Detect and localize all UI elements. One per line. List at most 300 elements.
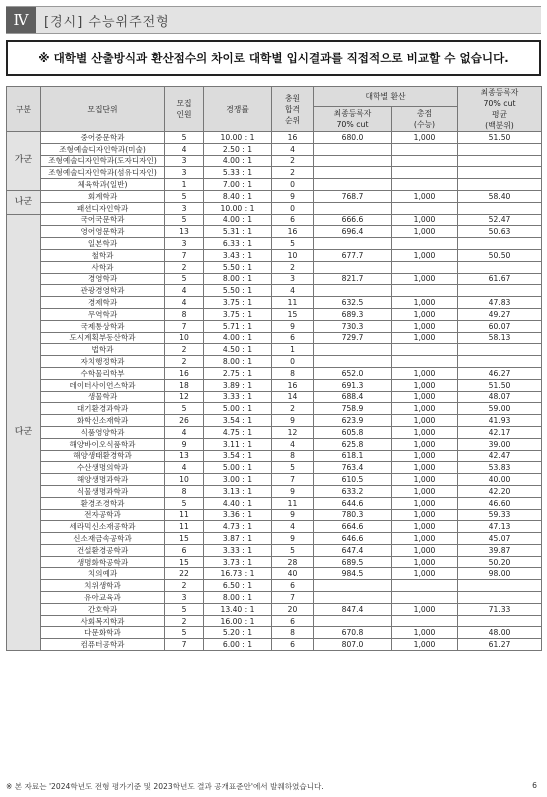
unit-cell: 조형예술디자인학과(미술) bbox=[41, 143, 165, 155]
table-row bbox=[7, 367, 542, 379]
header-total-line2: (수능) bbox=[413, 119, 436, 129]
score-cell: 610.5 bbox=[314, 474, 392, 486]
average-cell bbox=[458, 179, 542, 191]
section-header bbox=[6, 6, 541, 34]
total-cell: 1,000 bbox=[392, 603, 458, 615]
category-cell: 나군 bbox=[7, 190, 41, 214]
average-cell: 58.13 bbox=[458, 332, 542, 344]
rank-cell: 28 bbox=[272, 556, 314, 568]
ratio-cell: 4.40 : 1 bbox=[204, 497, 272, 509]
header-conversion-group: 대학별 환산 bbox=[314, 87, 458, 107]
header-quota-line1: 모집 bbox=[176, 99, 192, 108]
header-quota bbox=[165, 87, 204, 132]
ratio-cell: 6.00 : 1 bbox=[204, 639, 272, 651]
unit-cell: 데이터사이언스학과 bbox=[41, 379, 165, 391]
score-cell bbox=[314, 143, 392, 155]
unit-cell: 해양생명과학과 bbox=[41, 474, 165, 486]
total-cell: 1,000 bbox=[392, 556, 458, 568]
ratio-cell: 4.00 : 1 bbox=[204, 214, 272, 226]
quota-cell: 15 bbox=[165, 556, 204, 568]
ratio-cell: 13.40 : 1 bbox=[204, 603, 272, 615]
unit-cell: 신소재금속공학과 bbox=[41, 533, 165, 545]
score-cell: 670.8 bbox=[314, 627, 392, 639]
ratio-cell: 7.00 : 1 bbox=[204, 179, 272, 191]
total-cell: 1,000 bbox=[392, 214, 458, 226]
quota-cell: 6 bbox=[165, 544, 204, 556]
unit-cell: 도시계획부동산학과 bbox=[41, 332, 165, 344]
average-cell bbox=[458, 615, 542, 627]
unit-cell: 식품영양학과 bbox=[41, 426, 165, 438]
score-cell: 605.8 bbox=[314, 426, 392, 438]
total-cell: 1,000 bbox=[392, 497, 458, 509]
score-cell bbox=[314, 580, 392, 592]
rank-cell: 7 bbox=[272, 474, 314, 486]
score-cell bbox=[314, 155, 392, 167]
average-cell bbox=[458, 143, 542, 155]
average-cell: 71.33 bbox=[458, 603, 542, 615]
rank-cell: 5 bbox=[272, 238, 314, 250]
rank-cell: 4 bbox=[272, 143, 314, 155]
unit-cell: 전자공학과 bbox=[41, 509, 165, 521]
unit-cell: 건설환경공학과 bbox=[41, 544, 165, 556]
quota-cell: 9 bbox=[165, 438, 204, 450]
quota-cell: 11 bbox=[165, 521, 204, 533]
unit-cell: 회계학과 bbox=[41, 190, 165, 202]
unit-cell: 수학물리학부 bbox=[41, 367, 165, 379]
ratio-cell: 6.33 : 1 bbox=[204, 238, 272, 250]
average-cell: 41.93 bbox=[458, 415, 542, 427]
ratio-cell: 8.00 : 1 bbox=[204, 356, 272, 368]
header-final-line1: 최종등록자 bbox=[333, 108, 372, 118]
quota-cell: 3 bbox=[165, 155, 204, 167]
total-cell: 1,000 bbox=[392, 132, 458, 144]
total-cell: 1,000 bbox=[392, 474, 458, 486]
score-cell: 807.0 bbox=[314, 639, 392, 651]
table-row bbox=[7, 308, 542, 320]
average-cell: 42.17 bbox=[458, 426, 542, 438]
header-final-70cut bbox=[314, 106, 392, 131]
rank-cell: 2 bbox=[272, 155, 314, 167]
table-row bbox=[7, 214, 542, 226]
unit-cell: 경영학과 bbox=[41, 273, 165, 285]
quota-cell: 10 bbox=[165, 332, 204, 344]
unit-cell: 치위생학과 bbox=[41, 580, 165, 592]
quota-cell: 4 bbox=[165, 285, 204, 297]
table-row bbox=[7, 462, 542, 474]
table-row bbox=[7, 332, 542, 344]
ratio-cell: 5.00 : 1 bbox=[204, 462, 272, 474]
rank-cell: 15 bbox=[272, 308, 314, 320]
score-cell: 688.4 bbox=[314, 391, 392, 403]
rank-cell: 7 bbox=[272, 592, 314, 604]
ratio-cell: 8.00 : 1 bbox=[204, 592, 272, 604]
header-total bbox=[392, 106, 458, 131]
score-cell: 625.8 bbox=[314, 438, 392, 450]
unit-cell: 자치행정학과 bbox=[41, 356, 165, 368]
unit-cell: 다문화학과 bbox=[41, 627, 165, 639]
total-cell bbox=[392, 167, 458, 179]
table-row bbox=[7, 238, 542, 250]
quota-cell: 16 bbox=[165, 367, 204, 379]
ratio-cell: 10.00 : 1 bbox=[204, 202, 272, 214]
total-cell bbox=[392, 143, 458, 155]
ratio-cell: 5.33 : 1 bbox=[204, 167, 272, 179]
total-cell: 1,000 bbox=[392, 403, 458, 415]
rank-cell: 2 bbox=[272, 167, 314, 179]
unit-cell: 영어영문학과 bbox=[41, 226, 165, 238]
header-waitlist-line2: 합격 bbox=[284, 104, 301, 114]
score-cell bbox=[314, 179, 392, 191]
average-cell bbox=[458, 261, 542, 273]
average-cell: 49.27 bbox=[458, 308, 542, 320]
quota-cell: 5 bbox=[165, 603, 204, 615]
unit-cell: 화학신소재학과 bbox=[41, 415, 165, 427]
header-waitlist bbox=[272, 87, 314, 132]
score-cell bbox=[314, 167, 392, 179]
rank-cell: 9 bbox=[272, 509, 314, 521]
ratio-cell: 3.11 : 1 bbox=[204, 438, 272, 450]
total-cell bbox=[392, 615, 458, 627]
score-cell: 730.3 bbox=[314, 320, 392, 332]
score-cell: 821.7 bbox=[314, 273, 392, 285]
table-row bbox=[7, 261, 542, 273]
score-cell: 758.9 bbox=[314, 403, 392, 415]
ratio-cell: 3.36 : 1 bbox=[204, 509, 272, 521]
score-cell bbox=[314, 356, 392, 368]
rank-cell: 11 bbox=[272, 497, 314, 509]
ratio-cell: 5.31 : 1 bbox=[204, 226, 272, 238]
rank-cell: 9 bbox=[272, 190, 314, 202]
average-cell: 40.00 bbox=[458, 474, 542, 486]
table-row bbox=[7, 474, 542, 486]
unit-cell: 사학과 bbox=[41, 261, 165, 273]
unit-cell: 패션디자인학과 bbox=[41, 202, 165, 214]
table-row bbox=[7, 438, 542, 450]
quota-cell: 5 bbox=[165, 627, 204, 639]
ratio-cell: 4.00 : 1 bbox=[204, 332, 272, 344]
score-cell: 632.5 bbox=[314, 297, 392, 309]
rank-cell: 20 bbox=[272, 603, 314, 615]
table-row bbox=[7, 639, 542, 651]
rank-cell: 1 bbox=[272, 344, 314, 356]
score-cell: 763.4 bbox=[314, 462, 392, 474]
average-cell: 52.47 bbox=[458, 214, 542, 226]
total-cell: 1,000 bbox=[392, 379, 458, 391]
total-cell bbox=[392, 155, 458, 167]
unit-cell: 철학과 bbox=[41, 249, 165, 261]
average-cell: 51.50 bbox=[458, 379, 542, 391]
page-number: 6 bbox=[532, 781, 537, 790]
rank-cell: 2 bbox=[272, 403, 314, 415]
average-cell bbox=[458, 592, 542, 604]
unit-cell: 치의예과 bbox=[41, 568, 165, 580]
ratio-cell: 3.33 : 1 bbox=[204, 391, 272, 403]
score-cell: 618.1 bbox=[314, 450, 392, 462]
table-row bbox=[7, 379, 542, 391]
rank-cell: 8 bbox=[272, 367, 314, 379]
unit-cell: 조형예술디자인학과(섬유디자인) bbox=[41, 167, 165, 179]
total-cell: 1,000 bbox=[392, 426, 458, 438]
total-cell: 1,000 bbox=[392, 533, 458, 545]
quota-cell: 12 bbox=[165, 391, 204, 403]
table-row bbox=[7, 179, 542, 191]
score-cell bbox=[314, 261, 392, 273]
total-cell bbox=[392, 179, 458, 191]
table-row bbox=[7, 356, 542, 368]
score-cell: 691.3 bbox=[314, 379, 392, 391]
rank-cell: 0 bbox=[272, 356, 314, 368]
quota-cell: 5 bbox=[165, 273, 204, 285]
ratio-cell: 3.00 : 1 bbox=[204, 474, 272, 486]
rank-cell: 12 bbox=[272, 426, 314, 438]
total-cell: 1,000 bbox=[392, 450, 458, 462]
table-row bbox=[7, 403, 542, 415]
header-avg-line2: 70% cut bbox=[483, 99, 516, 108]
quota-cell: 5 bbox=[165, 190, 204, 202]
table-body bbox=[7, 132, 542, 651]
ratio-cell: 3.43 : 1 bbox=[204, 249, 272, 261]
quota-cell: 2 bbox=[165, 580, 204, 592]
table-row bbox=[7, 143, 542, 155]
header-waitlist-line1: 충원 bbox=[284, 93, 301, 103]
header-avg-line4: (백분위) bbox=[485, 121, 514, 130]
unit-cell: 세라믹신소재공학과 bbox=[41, 521, 165, 533]
score-cell: 633.2 bbox=[314, 485, 392, 497]
score-cell: 646.6 bbox=[314, 533, 392, 545]
header-final-line2: 70% cut bbox=[336, 119, 369, 129]
average-cell bbox=[458, 167, 542, 179]
notice-box: ※ 대학별 산출방식과 환산점수의 차이로 대학별 입시결과를 직접적으로 비교할 수 없습니다. bbox=[6, 40, 541, 76]
ratio-cell: 5.00 : 1 bbox=[204, 403, 272, 415]
score-cell bbox=[314, 615, 392, 627]
table-row bbox=[7, 544, 542, 556]
score-cell: 623.9 bbox=[314, 415, 392, 427]
average-cell bbox=[458, 344, 542, 356]
unit-cell: 생명화학공학과 bbox=[41, 556, 165, 568]
total-cell: 1,000 bbox=[392, 332, 458, 344]
table-row bbox=[7, 202, 542, 214]
table-row bbox=[7, 132, 542, 144]
rank-cell: 5 bbox=[272, 544, 314, 556]
rank-cell: 9 bbox=[272, 415, 314, 427]
ratio-cell: 2.75 : 1 bbox=[204, 367, 272, 379]
quota-cell: 5 bbox=[165, 132, 204, 144]
score-cell: 696.4 bbox=[314, 226, 392, 238]
average-cell bbox=[458, 356, 542, 368]
unit-cell: 생물학과 bbox=[41, 391, 165, 403]
header-waitlist-line3: 순위 bbox=[284, 115, 301, 125]
rank-cell: 11 bbox=[272, 297, 314, 309]
total-cell: 1,000 bbox=[392, 485, 458, 497]
header-avg-line1: 최종등록자 bbox=[480, 88, 519, 97]
rank-cell: 6 bbox=[272, 214, 314, 226]
average-cell: 59.00 bbox=[458, 403, 542, 415]
table-row bbox=[7, 249, 542, 261]
rank-cell: 4 bbox=[272, 521, 314, 533]
table-row bbox=[7, 627, 542, 639]
average-cell bbox=[458, 285, 542, 297]
total-cell bbox=[392, 344, 458, 356]
unit-cell: 체육학과(일반) bbox=[41, 179, 165, 191]
average-cell: 42.47 bbox=[458, 450, 542, 462]
ratio-cell: 3.73 : 1 bbox=[204, 556, 272, 568]
category-cell: 다군 bbox=[7, 214, 41, 650]
quota-cell: 13 bbox=[165, 226, 204, 238]
rank-cell: 0 bbox=[272, 202, 314, 214]
total-cell: 1,000 bbox=[392, 249, 458, 261]
quota-cell: 22 bbox=[165, 568, 204, 580]
rank-cell: 6 bbox=[272, 639, 314, 651]
quota-cell: 4 bbox=[165, 143, 204, 155]
total-cell: 1,000 bbox=[392, 391, 458, 403]
average-cell bbox=[458, 155, 542, 167]
table-row bbox=[7, 344, 542, 356]
table-row bbox=[7, 415, 542, 427]
admission-results-table bbox=[6, 86, 542, 651]
total-cell: 1,000 bbox=[392, 438, 458, 450]
unit-cell: 해양바이오식품학과 bbox=[41, 438, 165, 450]
total-cell: 1,000 bbox=[392, 308, 458, 320]
ratio-cell: 4.75 : 1 bbox=[204, 426, 272, 438]
average-cell: 61.67 bbox=[458, 273, 542, 285]
rank-cell: 8 bbox=[272, 450, 314, 462]
header-average bbox=[458, 87, 542, 132]
total-cell: 1,000 bbox=[392, 521, 458, 533]
total-cell bbox=[392, 285, 458, 297]
table-row bbox=[7, 450, 542, 462]
rank-cell: 16 bbox=[272, 226, 314, 238]
average-cell: 48.07 bbox=[458, 391, 542, 403]
table-row bbox=[7, 592, 542, 604]
unit-cell: 환경조경학과 bbox=[41, 497, 165, 509]
score-cell: 768.7 bbox=[314, 190, 392, 202]
table-row bbox=[7, 273, 542, 285]
ratio-cell: 3.33 : 1 bbox=[204, 544, 272, 556]
quota-cell: 5 bbox=[165, 214, 204, 226]
table-row bbox=[7, 320, 542, 332]
quota-cell: 1 bbox=[165, 179, 204, 191]
ratio-cell: 3.75 : 1 bbox=[204, 297, 272, 309]
quota-cell: 5 bbox=[165, 497, 204, 509]
quota-cell: 4 bbox=[165, 462, 204, 474]
total-cell: 1,000 bbox=[392, 568, 458, 580]
average-cell: 46.27 bbox=[458, 367, 542, 379]
total-cell: 1,000 bbox=[392, 415, 458, 427]
score-cell: 652.0 bbox=[314, 367, 392, 379]
average-cell bbox=[458, 580, 542, 592]
table-row bbox=[7, 485, 542, 497]
table-row bbox=[7, 521, 542, 533]
ratio-cell: 16.73 : 1 bbox=[204, 568, 272, 580]
rank-cell: 9 bbox=[272, 485, 314, 497]
average-cell bbox=[458, 238, 542, 250]
rank-cell: 8 bbox=[272, 627, 314, 639]
rank-cell: 14 bbox=[272, 391, 314, 403]
ratio-cell: 10.00 : 1 bbox=[204, 132, 272, 144]
unit-cell: 국제통상학과 bbox=[41, 320, 165, 332]
unit-cell: 조형예술디자인학과(도자디자인) bbox=[41, 155, 165, 167]
header-ratio: 경쟁률 bbox=[204, 87, 272, 132]
rank-cell: 0 bbox=[272, 179, 314, 191]
table-row bbox=[7, 426, 542, 438]
ratio-cell: 2.50 : 1 bbox=[204, 143, 272, 155]
table-row bbox=[7, 226, 542, 238]
ratio-cell: 3.13 : 1 bbox=[204, 485, 272, 497]
average-cell: 60.07 bbox=[458, 320, 542, 332]
ratio-cell: 5.50 : 1 bbox=[204, 261, 272, 273]
score-cell: 689.3 bbox=[314, 308, 392, 320]
score-cell: 644.6 bbox=[314, 497, 392, 509]
average-cell: 47.13 bbox=[458, 521, 542, 533]
quota-cell: 7 bbox=[165, 639, 204, 651]
score-cell: 647.4 bbox=[314, 544, 392, 556]
average-cell: 50.50 bbox=[458, 249, 542, 261]
ratio-cell: 8.40 : 1 bbox=[204, 190, 272, 202]
header-unit: 모집단위 bbox=[41, 87, 165, 132]
rank-cell: 9 bbox=[272, 320, 314, 332]
unit-cell: 법학과 bbox=[41, 344, 165, 356]
header-quota-line2: 인원 bbox=[176, 110, 192, 119]
ratio-cell: 3.54 : 1 bbox=[204, 415, 272, 427]
ratio-cell: 4.73 : 1 bbox=[204, 521, 272, 533]
rank-cell: 3 bbox=[272, 273, 314, 285]
total-cell bbox=[392, 580, 458, 592]
score-cell: 666.6 bbox=[314, 214, 392, 226]
total-cell bbox=[392, 261, 458, 273]
quota-cell: 8 bbox=[165, 308, 204, 320]
score-cell bbox=[314, 285, 392, 297]
rank-cell: 4 bbox=[272, 438, 314, 450]
category-cell: 가군 bbox=[7, 132, 41, 191]
quota-cell: 18 bbox=[165, 379, 204, 391]
header-total-line1: 총점 bbox=[416, 108, 433, 118]
table-row bbox=[7, 509, 542, 521]
unit-cell: 해양생태환경학과 bbox=[41, 450, 165, 462]
ratio-cell: 3.75 : 1 bbox=[204, 308, 272, 320]
unit-cell: 사회복지학과 bbox=[41, 615, 165, 627]
score-cell: 689.5 bbox=[314, 556, 392, 568]
table-row bbox=[7, 497, 542, 509]
unit-cell: 간호학과 bbox=[41, 603, 165, 615]
table-row bbox=[7, 190, 542, 202]
quota-cell: 3 bbox=[165, 202, 204, 214]
table-row bbox=[7, 167, 542, 179]
average-cell: 46.60 bbox=[458, 497, 542, 509]
score-cell: 680.0 bbox=[314, 132, 392, 144]
score-cell bbox=[314, 592, 392, 604]
score-cell bbox=[314, 238, 392, 250]
total-cell bbox=[392, 202, 458, 214]
score-cell: 664.6 bbox=[314, 521, 392, 533]
unit-cell: 유아교육과 bbox=[41, 592, 165, 604]
total-cell: 1,000 bbox=[392, 627, 458, 639]
ratio-cell: 8.00 : 1 bbox=[204, 273, 272, 285]
rank-cell: 4 bbox=[272, 285, 314, 297]
quota-cell: 4 bbox=[165, 297, 204, 309]
section-number: Ⅳ bbox=[6, 7, 36, 33]
average-cell: 47.83 bbox=[458, 297, 542, 309]
ratio-cell: 6.50 : 1 bbox=[204, 580, 272, 592]
ratio-cell: 3.89 : 1 bbox=[204, 379, 272, 391]
quota-cell: 2 bbox=[165, 615, 204, 627]
score-cell: 729.7 bbox=[314, 332, 392, 344]
quota-cell: 3 bbox=[165, 167, 204, 179]
average-cell: 45.07 bbox=[458, 533, 542, 545]
rank-cell: 5 bbox=[272, 462, 314, 474]
table-row bbox=[7, 603, 542, 615]
quota-cell: 7 bbox=[165, 320, 204, 332]
total-cell bbox=[392, 356, 458, 368]
